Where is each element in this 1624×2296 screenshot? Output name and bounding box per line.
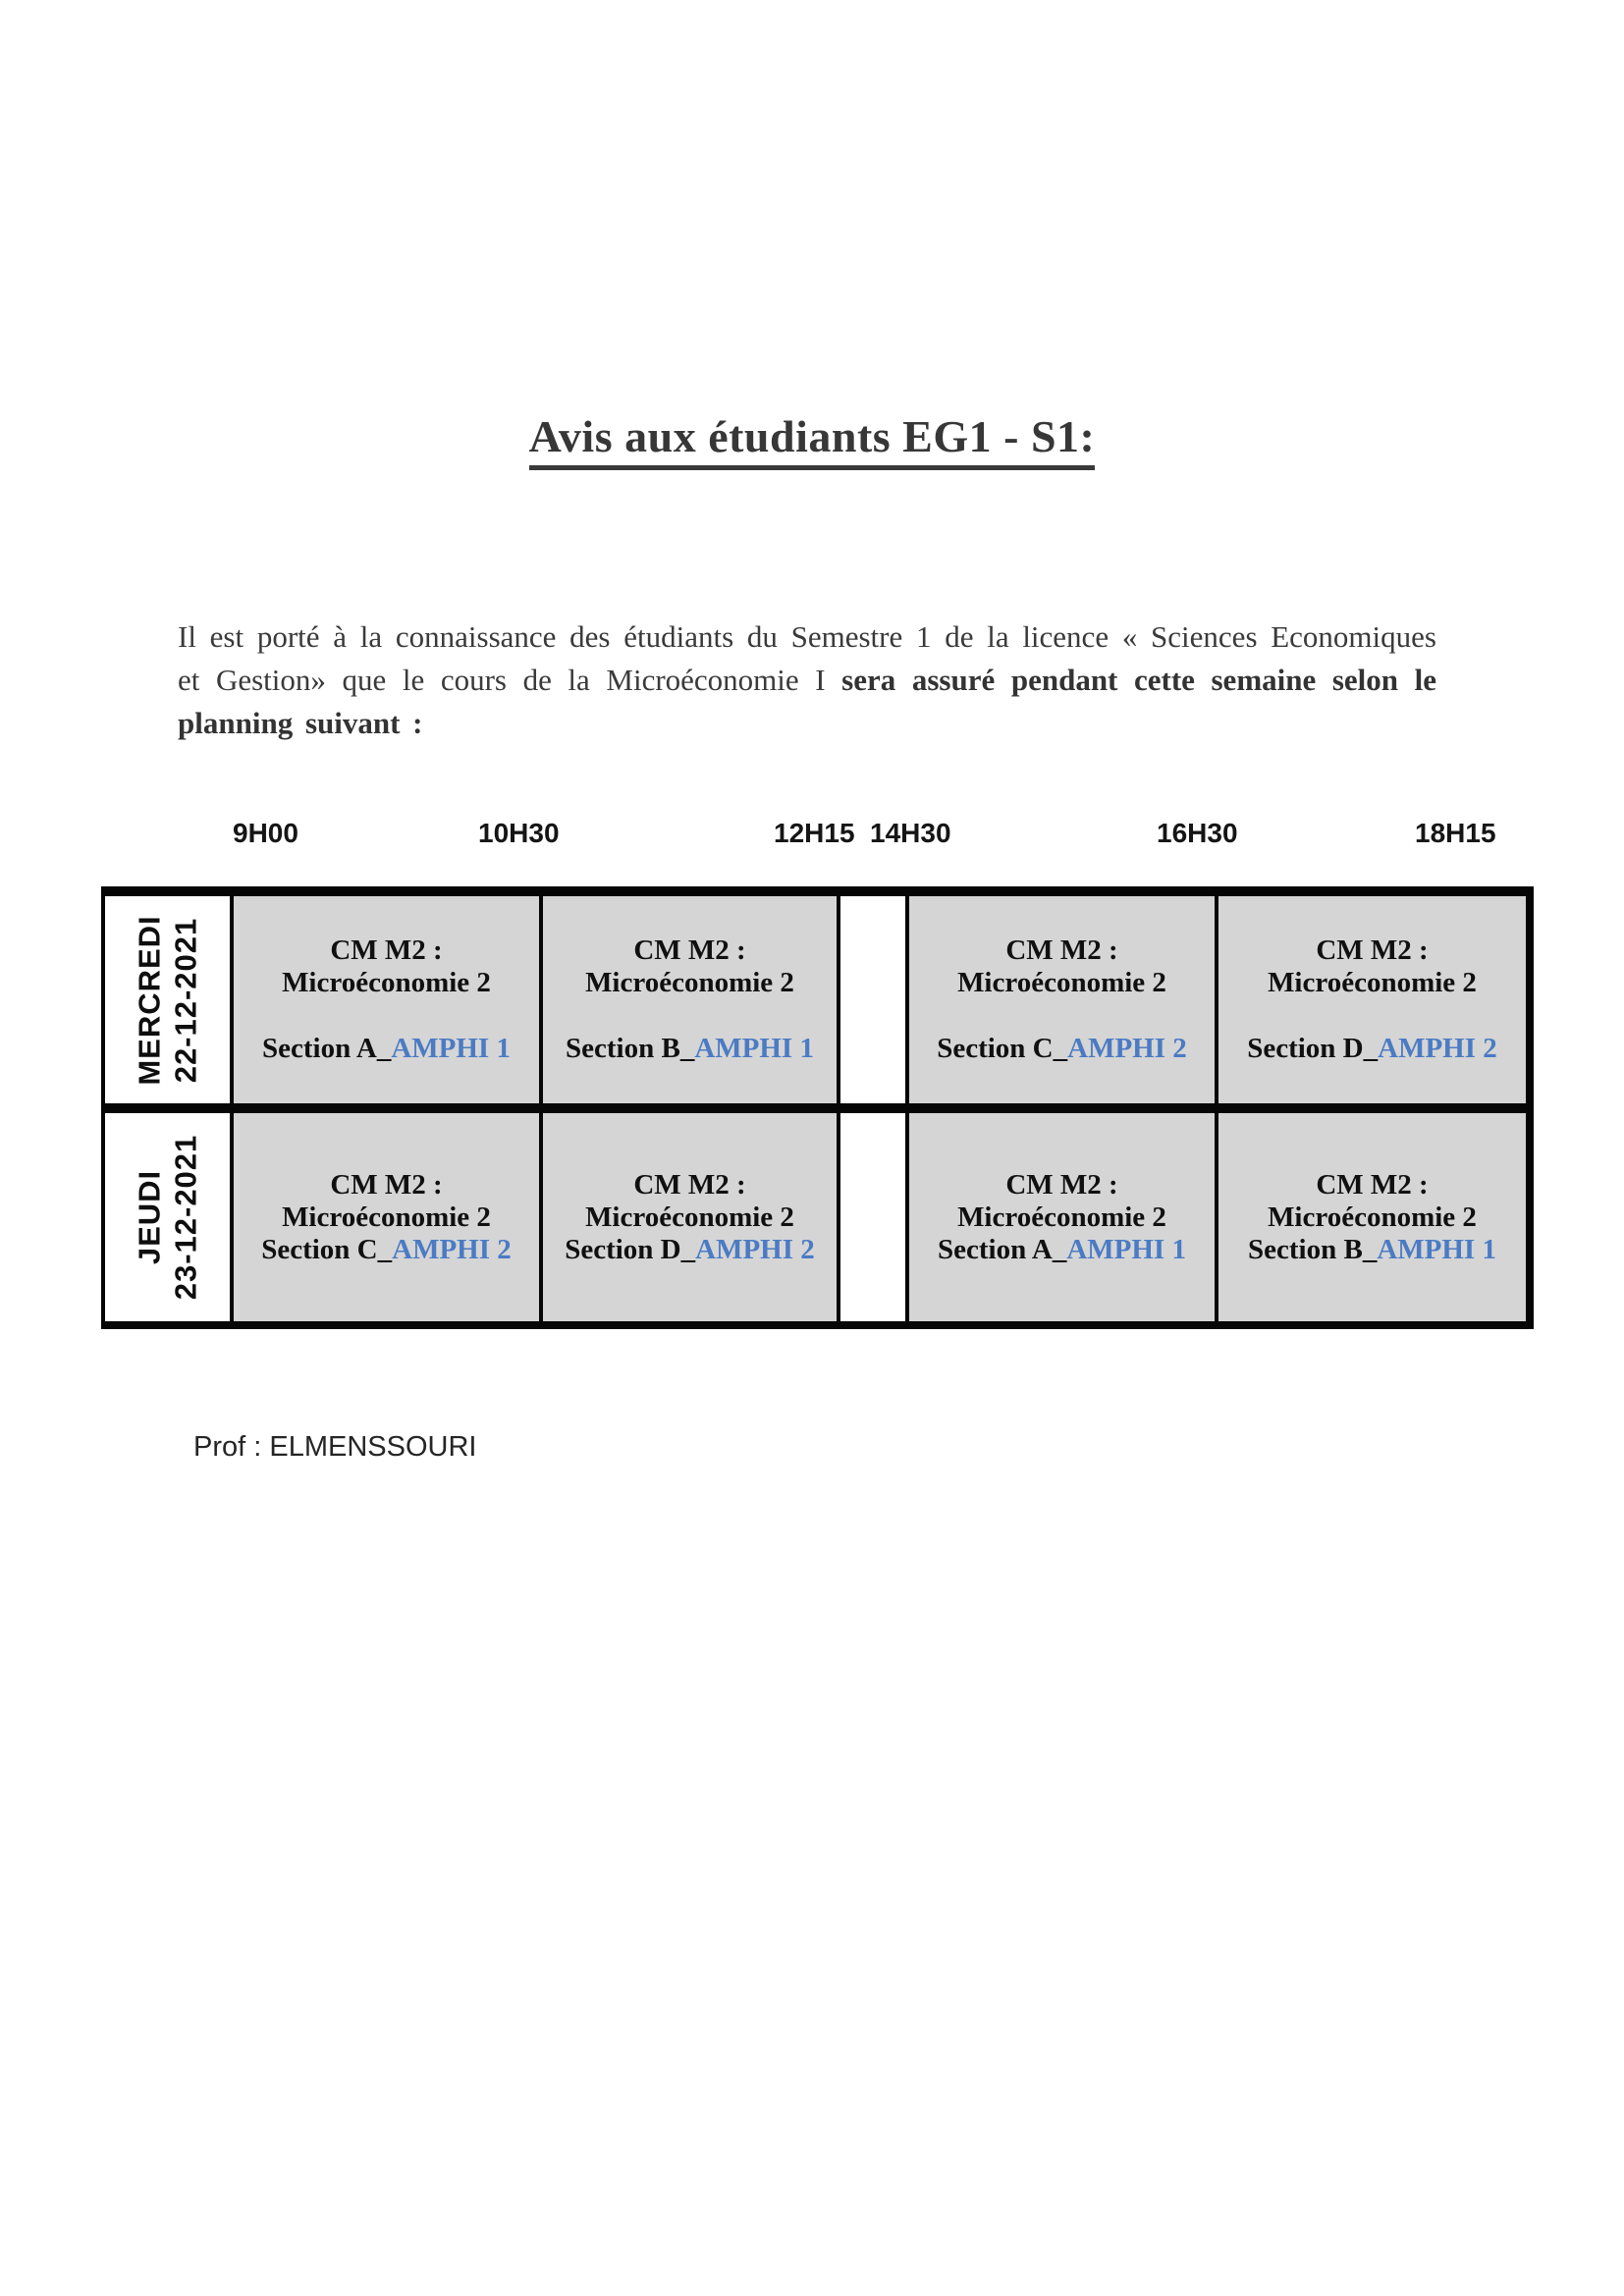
course-title: CM M2 : (1005, 934, 1118, 966)
course-section-line (1248, 1234, 1496, 1266)
day-name: MERCREDI (132, 914, 167, 1086)
section-label: Section A_ (938, 1233, 1067, 1265)
course-cell-jeudi-10h30 (539, 1113, 837, 1321)
day-date: 22-12-2021 (168, 917, 203, 1083)
amphi-label: AMPHI 2 (695, 1233, 815, 1265)
course-name: Microéconomie 2 (585, 1201, 794, 1233)
lunch-break-gap-jeudi (837, 1113, 905, 1321)
page-title: Avis aux étudiants EG1 - S1: (529, 410, 1096, 470)
day-header-mercredi (105, 896, 230, 1113)
course-title: CM M2 : (1005, 1168, 1118, 1201)
course-cell-jeudi-14h30 (905, 1113, 1215, 1321)
day-header-jeudi (105, 1113, 230, 1321)
course-cell-jeudi-9h00 (230, 1113, 539, 1321)
course-name: Microéconomie 2 (957, 1201, 1166, 1233)
section-label: Section B_ (566, 1033, 695, 1064)
course-section-line (1247, 1033, 1497, 1065)
course-cell-jeudi-16h30 (1215, 1113, 1526, 1321)
course-name: Microéconomie 2 (282, 1201, 491, 1233)
course-section-line (938, 1234, 1186, 1266)
course-cell-mercredi-16h30 (1215, 896, 1526, 1113)
section-label: Section B_ (1248, 1233, 1378, 1265)
section-label: Section A_ (262, 1033, 392, 1064)
amphi-label: AMPHI 1 (694, 1033, 814, 1064)
course-cell-mercredi-9h00 (230, 896, 539, 1113)
amphi-label: AMPHI 2 (1067, 1033, 1187, 1064)
course-title: CM M2 : (633, 1168, 746, 1201)
time-label-10h30: 10H30 (478, 818, 560, 848)
course-section-line (566, 1033, 814, 1065)
intro-text-bold: sera assuré pendant cette semaine selon le planning suivant : (178, 663, 1436, 740)
day-header-mercredi-text (132, 915, 204, 1085)
section-label: Section C_ (937, 1033, 1068, 1064)
day-header-jeudi-text (132, 1135, 204, 1301)
intro-text-normal: Il est porté à la connaissance des étudiants du Semestre 1 de la licence « Sciences Economiques et Gestion» que le cours de la Microéconomie I (178, 619, 1436, 697)
course-section-line (261, 1234, 512, 1266)
course-name: Microéconomie 2 (1268, 967, 1477, 998)
course-title: CM M2 : (633, 934, 746, 966)
course-section-line (937, 1033, 1187, 1065)
time-label-9h00: 9H00 (233, 818, 298, 848)
section-label: Section D_ (1247, 1033, 1379, 1064)
course-title: CM M2 : (1316, 1168, 1429, 1201)
course-section-line (262, 1033, 511, 1065)
time-label-18h15: 18H15 (1415, 818, 1496, 848)
course-title: CM M2 : (1316, 934, 1429, 966)
time-label-14h30: 14H30 (870, 818, 951, 848)
amphi-label: AMPHI 1 (391, 1033, 511, 1064)
page-title-wrap (0, 410, 1624, 470)
schedule-table (101, 886, 1534, 1329)
time-label-16h30: 16H30 (1157, 818, 1238, 848)
lunch-break-gap-mercredi (837, 896, 905, 1113)
course-name: Microéconomie 2 (282, 967, 491, 998)
course-name: Microéconomie 2 (1268, 1201, 1477, 1233)
course-title: CM M2 : (330, 1168, 443, 1201)
course-title: CM M2 : (330, 934, 443, 966)
amphi-label: AMPHI 2 (1378, 1033, 1497, 1064)
time-label-12h15: 12H15 (774, 818, 855, 848)
section-label: Section C_ (261, 1233, 393, 1265)
course-cell-mercredi-14h30 (905, 896, 1215, 1113)
section-label: Section D_ (565, 1233, 696, 1265)
course-section-line (565, 1234, 815, 1266)
day-date: 23-12-2021 (168, 1134, 203, 1301)
course-cell-mercredi-10h30 (539, 896, 837, 1113)
intro-paragraph (178, 615, 1436, 745)
amphi-label: AMPHI 1 (1377, 1233, 1496, 1265)
course-name: Microéconomie 2 (957, 967, 1166, 998)
amphi-label: AMPHI 2 (392, 1233, 512, 1265)
amphi-label: AMPHI 1 (1066, 1233, 1186, 1265)
course-name: Microéconomie 2 (585, 967, 794, 998)
professor-note: Prof : ELMENSSOURI (193, 1431, 477, 1463)
day-name: JEUDI (132, 1169, 167, 1265)
